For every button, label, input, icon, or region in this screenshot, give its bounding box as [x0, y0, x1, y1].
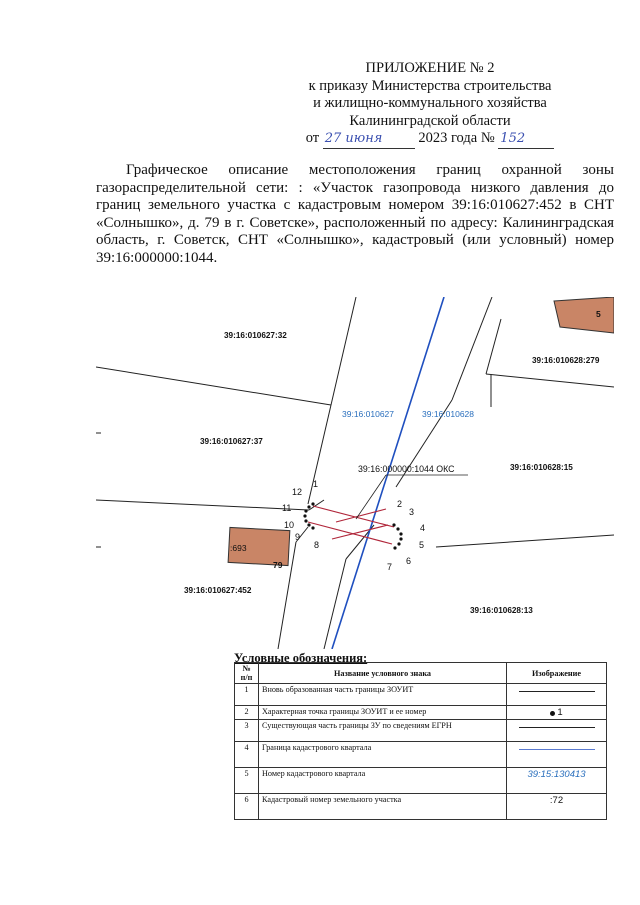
order-line-3: Калининградской области: [349, 112, 511, 129]
point-sample-number: 1: [557, 707, 563, 718]
building-number: 79: [273, 560, 283, 570]
legend-image: [507, 684, 607, 706]
order-line-1: к приказу Министерства строительства: [308, 77, 552, 94]
legend-num: 2: [235, 706, 259, 720]
legend-name: Вновь образованная часть границы ЗОУИТ: [259, 684, 507, 706]
legend-name: Граница кадастрового квартала: [259, 742, 507, 768]
legend-num: 3: [235, 720, 259, 742]
boundary-line: [96, 500, 309, 510]
description-text: Графическое описание местоположения границ охранной зоны газораспределительной сети: : «Участок газопровода низкого давления до границ земельного участка с кадастровым номером 39:16:010627:452 в СНТ «Солнышко», д. 79 в г. Советске», расположенный по адресу: Калининградская область, г. Советск, СНТ «Солнышко», кадастровый (или условный) номер 39:16:000000:1044.: [96, 162, 614, 266]
point-number: 7: [387, 562, 393, 572]
building-label: :693: [230, 543, 247, 553]
boundary-line: [436, 535, 614, 547]
oks-label: 39:16:000000:1044 ОКС: [358, 464, 455, 474]
date-prefix: от: [305, 130, 320, 146]
parcel-label: 39:16:010627:32: [224, 331, 287, 340]
boundary-line: [324, 559, 346, 649]
date-suffix: 2023 года №: [418, 130, 495, 146]
boundary-line: [452, 297, 492, 400]
point-number: 3: [409, 507, 415, 517]
legend-name: Характерная точка границы ЗОУИТ и ее номер: [259, 706, 507, 720]
boundary-line: [331, 297, 356, 405]
parcel-label: 39:16:010627:37: [200, 437, 263, 446]
parcel-label: 39:16:010628:279: [532, 356, 600, 365]
legend-num: 6: [235, 794, 259, 820]
zouit-zone: [308, 506, 394, 544]
legend-image: [507, 720, 607, 742]
legend-num: 5: [235, 768, 259, 794]
handwritten-date: 27 июня: [323, 130, 415, 149]
appendix-title: ПРИЛОЖЕНИЕ № 2: [365, 60, 495, 76]
date-line: [290, 130, 570, 149]
parcel-label: 39:16:010628:15: [510, 463, 573, 472]
building-number: 5: [596, 309, 601, 319]
table-row: [235, 794, 607, 820]
legend-num: 4: [235, 742, 259, 768]
boundary-line: [486, 319, 501, 374]
existing-boundary-line-sample: [519, 727, 595, 728]
quarter-label: 39:16:010627: [342, 409, 394, 419]
description: [96, 162, 614, 268]
quarter-boundary-line-sample: [519, 749, 595, 750]
table-row: [235, 742, 607, 768]
point-numbers: [282, 479, 425, 572]
point-dot-icon: [550, 711, 555, 716]
table-row: [235, 720, 607, 742]
point-number: 11: [282, 503, 292, 513]
cadastral-map: [96, 297, 614, 649]
table-row: [235, 768, 607, 794]
point-number: 4: [420, 523, 426, 533]
legend-header-image: Изображение: [507, 663, 607, 684]
legend-name: Существующая часть границы ЗУ по сведениям ЕГРН: [259, 720, 507, 742]
point-number: 5: [419, 540, 425, 550]
order-line-2: и жилищно-коммунального хозяйства: [313, 95, 547, 111]
point-number: 10: [284, 520, 295, 530]
legend-name: Кадастровый номер земельного участка: [259, 794, 507, 820]
point-number: 6: [406, 556, 412, 566]
quarter-label: 39:16:010628: [422, 409, 474, 419]
boundary-line: [96, 367, 331, 405]
legend-image: :72: [507, 794, 607, 820]
legend-name: Номер кадастрового квартала: [259, 768, 507, 794]
new-boundary-line-sample: [519, 691, 595, 692]
parcel-label: 39:16:010627:452: [184, 586, 252, 595]
boundary-line: [486, 374, 614, 387]
table-row: [235, 706, 607, 720]
point-number: 12: [292, 487, 303, 497]
parcel-label: 39:16:010628:13: [470, 606, 533, 615]
legend-image: [507, 706, 607, 720]
boundary-line: [308, 405, 331, 504]
legend-title: Условные обозначения:: [234, 651, 368, 665]
table-row: [235, 684, 607, 706]
legend-num: 1: [235, 684, 259, 706]
point-number: 2: [397, 499, 403, 509]
handwritten-number: 152: [498, 130, 554, 149]
legend-table: [234, 662, 607, 820]
point-number: 1: [313, 479, 319, 489]
legend-header-row: [235, 663, 607, 684]
point-number: 9: [295, 532, 301, 542]
header-block: [290, 60, 570, 149]
legend-header-num: № п/п: [235, 663, 259, 684]
legend-header-name: Название условного знака: [259, 663, 507, 684]
point-number: 8: [314, 540, 320, 550]
building-5: [554, 297, 614, 333]
legend-image: 39:15:130413: [507, 768, 607, 794]
legend-image: [507, 742, 607, 768]
